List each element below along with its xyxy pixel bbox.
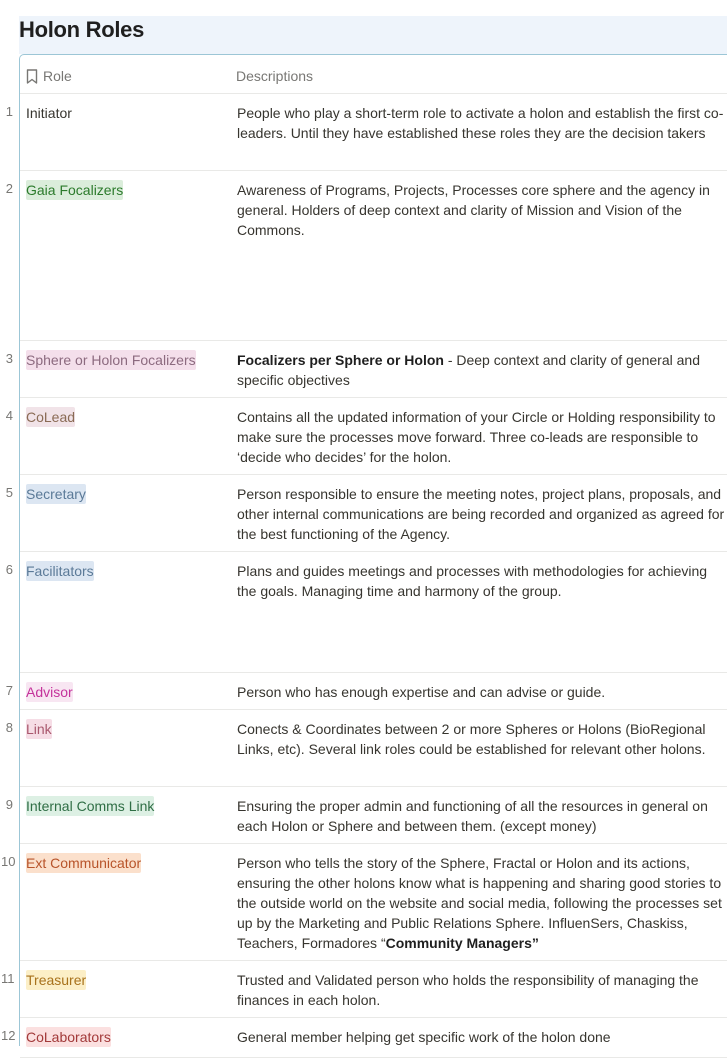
description-text: - Deep context and clarity of general and specific objectives [237,352,700,388]
row-number: 6 [5,562,13,577]
role-tag[interactable]: Gaia Focalizers [26,182,124,198]
role-description[interactable] [237,103,727,143]
role-description[interactable] [237,561,727,601]
table-row[interactable] [5,474,727,552]
role-description[interactable] [237,970,727,1010]
role-tag[interactable]: Facilitators [26,563,94,579]
role-tag[interactable]: Advisor [26,684,73,700]
row-number: 4 [5,408,13,423]
description-bold-text: Community Managers” [385,935,539,951]
bookmark-icon [26,69,38,84]
table-row[interactable] [5,340,727,398]
page-title: Holon Roles [19,17,145,42]
role-tag[interactable]: Link [26,721,52,737]
role-tag[interactable]: Internal Comms Link [26,798,155,814]
row-number: 2 [5,181,13,196]
table-row[interactable] [1,960,727,1018]
row-number: 3 [5,351,13,366]
description-text: Conects & Coordinates between 2 or more Spheres or Holons (BioRegional Links, etc). Several link roles could be established for relevant other holons. [237,721,706,757]
description-text: Person who has enough expertise and can advise or guide. [237,684,606,700]
table-row[interactable] [5,93,727,171]
description-text: Person responsible to ensure the meeting notes, project plans, proposals, and other internal communications are being recorded and organized as agreed for the best functioning of the Agency. [237,486,725,542]
description-text: Contains all the updated information of your Circle or Holding responsibility to make sure the processes move forward. Three co-leads are responsible to ‘decide who decides’ for the holon. [237,409,716,465]
role-tag[interactable]: Sphere or Holon Focalizers [26,352,196,368]
role-tag[interactable]: CoLaborators [26,1029,111,1045]
column-header-role[interactable] [26,68,72,84]
row-number: 10 [1,854,16,869]
table-row[interactable] [5,551,727,673]
role-tag[interactable]: Secretary [26,486,86,502]
role-description[interactable] [237,350,727,390]
table-header [20,55,727,94]
role-tag[interactable]: Ext Communicator [26,855,142,871]
role-description[interactable] [237,484,727,544]
table-row[interactable] [5,672,727,710]
description-text: Awareness of Programs, Projects, Processes core sphere and the agency in general. Holders of deep context and clarity of Mission and Vision of the Commons. [237,182,710,238]
row-number: 11 [1,971,15,986]
role-tag[interactable]: Initiator [26,105,72,121]
row-number: 9 [5,797,13,812]
row-number: 7 [5,683,13,698]
row-number: 12 [1,1028,16,1043]
role-description[interactable] [237,719,727,759]
role-description[interactable] [237,180,727,240]
row-number: 5 [5,485,13,500]
role-description[interactable] [237,853,727,953]
description-text: Person who tells the story of the Sphere, Fractal or Holon and its actions, ensuring the other holons know what is happening and sharing good stories to the outside world on the website and social media, following the processes set up by the Marketing and Public Relations Sphere. InfluenSers, Chaskiss, Teachers, Formadores “ [237,855,722,951]
role-description[interactable] [237,682,727,702]
role-tag[interactable]: CoLead [26,409,76,425]
role-description[interactable] [237,796,727,836]
row-number: 1 [5,104,13,119]
role-tag[interactable]: Treasurer [26,972,87,988]
description-bold-text: Focalizers per Sphere or Holon [237,352,444,368]
roles-table [1,54,727,1046]
role-description[interactable] [237,1027,727,1047]
role-description[interactable] [237,407,727,467]
table-row[interactable] [1,1017,727,1058]
table-row[interactable] [5,786,727,844]
description-text: Ensuring the proper admin and functioning of all the resources in general on each Holon or Sphere and between them. (except money) [237,798,708,834]
description-text: People who play a short-term role to activate a holon and establish the first co-leaders. Until they have established these roles they are the decision takers [237,105,724,141]
table-row[interactable] [5,709,727,787]
table-row[interactable] [5,397,727,475]
column-header-descriptions[interactable]: Descriptions [236,68,314,84]
row-number: 8 [5,720,13,735]
description-text: Trusted and Validated person who holds the responsibility of managing the finances in each holon. [237,972,699,1008]
table-row[interactable] [1,843,727,961]
table-row[interactable] [5,170,727,341]
description-text: Plans and guides meetings and processes with methodologies for achieving the goals. Managing time and harmony of the group. [237,563,708,599]
column-header-role-label: Role [43,68,72,84]
description-text: General member helping get specific work of the holon done [237,1029,611,1045]
